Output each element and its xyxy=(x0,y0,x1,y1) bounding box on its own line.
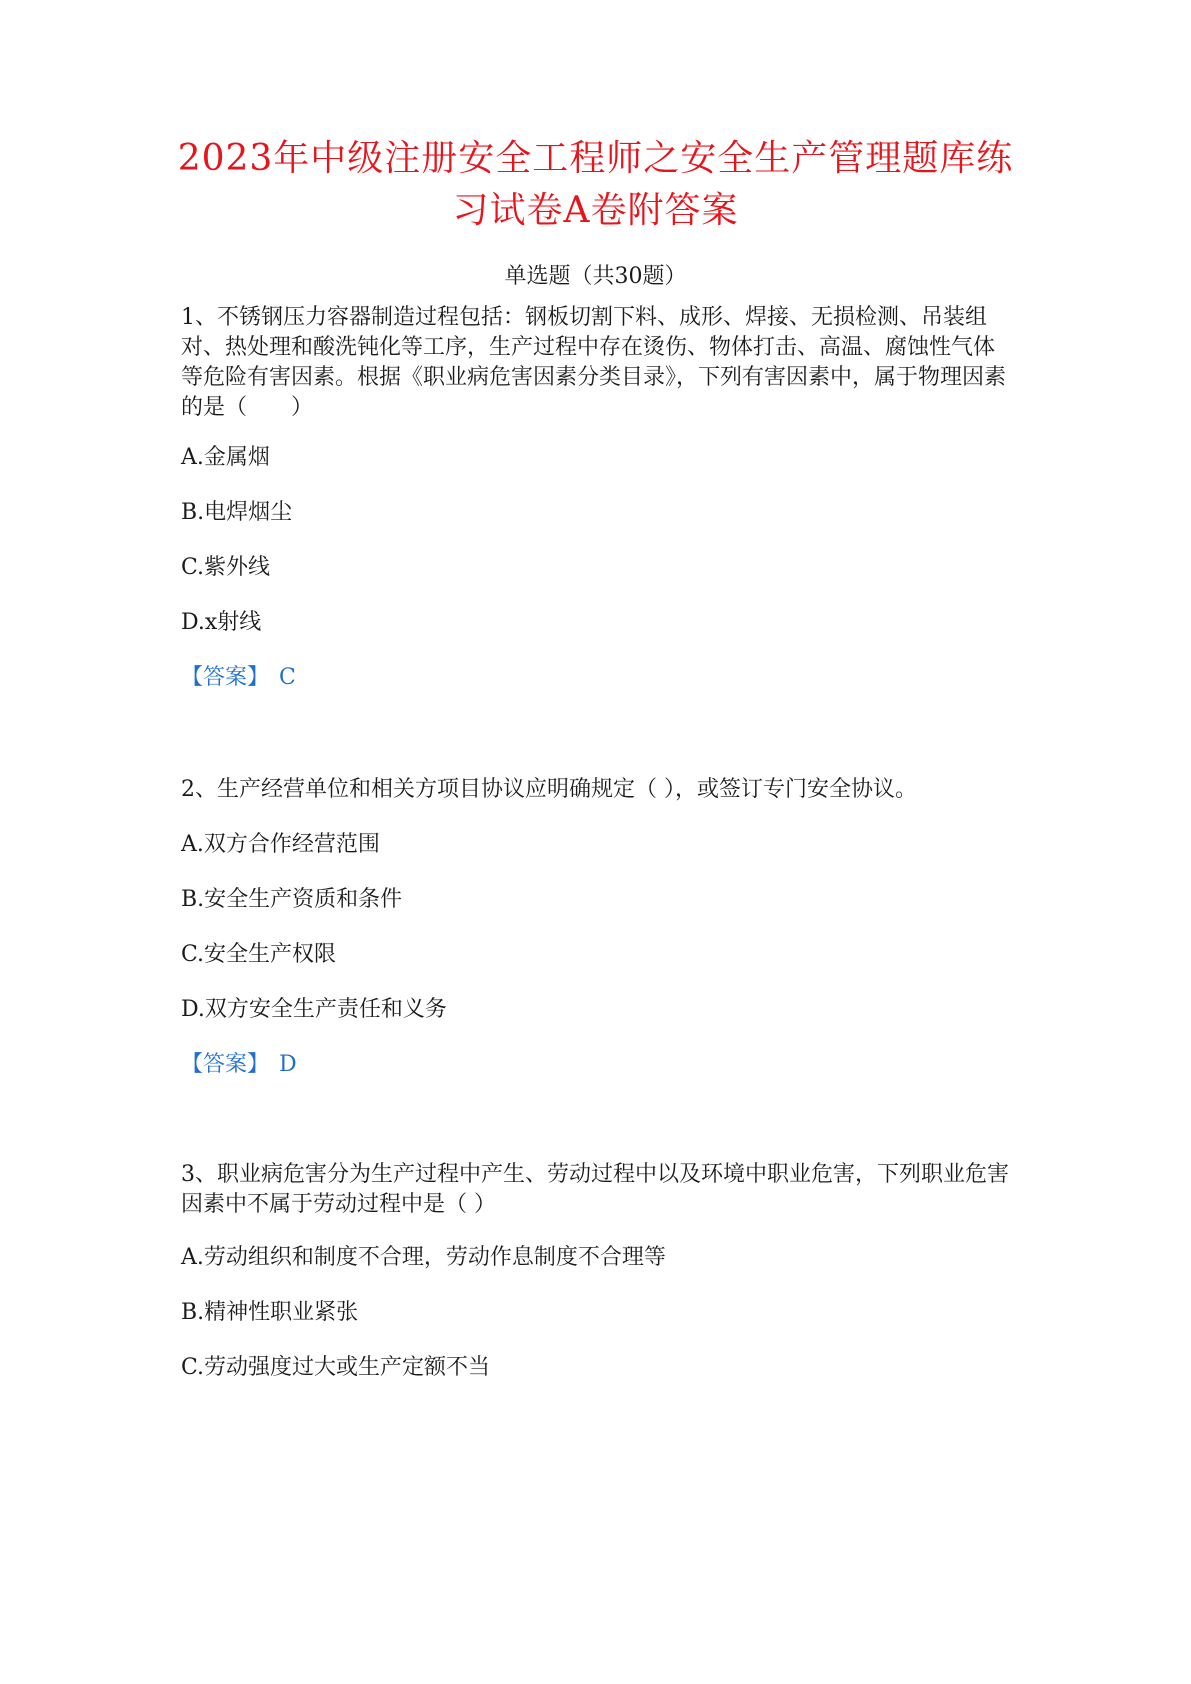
answer-value: C xyxy=(279,665,296,690)
question-1-option-c: C.紫外线 xyxy=(181,555,271,580)
question-1-option-a: A.金属烟 xyxy=(181,445,270,470)
title-line-2: 习试卷A卷附答案 xyxy=(452,190,739,231)
section-heading: 单选题（共30题） xyxy=(504,264,687,289)
question-1-stem: 1、不锈钢压力容器制造过程包括：钢板切割下料、成形、焊接、无损检测、吊装组对、热处理和酸洗钝化等工序，生产过程中存在烫伤、物体打击、高温、腐蚀性气体等危险有害因素。根据《职业病危害因素分类目录》，下列有害因素中，属于物理因素的是（ ） xyxy=(181,305,1007,420)
question-2-option-b: B.安全生产资质和条件 xyxy=(181,887,403,912)
question-3-option-b: B.精神性职业紧张 xyxy=(181,1300,359,1325)
question-2-option-a: A.双方合作经营范围 xyxy=(181,832,380,857)
answer-label: 【答案】 xyxy=(181,665,270,690)
question-2-option-d: D.双方安全生产责任和义务 xyxy=(181,997,447,1022)
question-1-answer xyxy=(181,663,1016,693)
title-line-1: 2023年中级注册安全工程师之安全生产管理题库练 xyxy=(177,138,1014,179)
question-3-option-a: A.劳动组织和制度不合理，劳动作息制度不合理等 xyxy=(181,1245,666,1270)
answer-label: 【答案】 xyxy=(181,1052,270,1077)
question-1-option-b: B.电焊烟尘 xyxy=(181,500,293,525)
question-3-stem: 3、职业病危害分为生产过程中产生、劳动过程中以及环境中职业危害，下列职业危害因素中不属于劳动过程中是（ ） xyxy=(181,1162,1009,1217)
question-1-option-d: D.x射线 xyxy=(181,610,262,635)
answer-value: D xyxy=(279,1052,297,1077)
question-2-option-c: C.安全生产权限 xyxy=(181,942,337,967)
document-title xyxy=(150,133,1041,237)
question-2-stem: 2、生产经营单位和相关方项目协议应明确规定（ ），或签订专门安全协议。 xyxy=(181,777,917,802)
question-3-option-c: C.劳动强度过大或生产定额不当 xyxy=(181,1355,491,1380)
question-2-answer xyxy=(181,1050,1016,1080)
